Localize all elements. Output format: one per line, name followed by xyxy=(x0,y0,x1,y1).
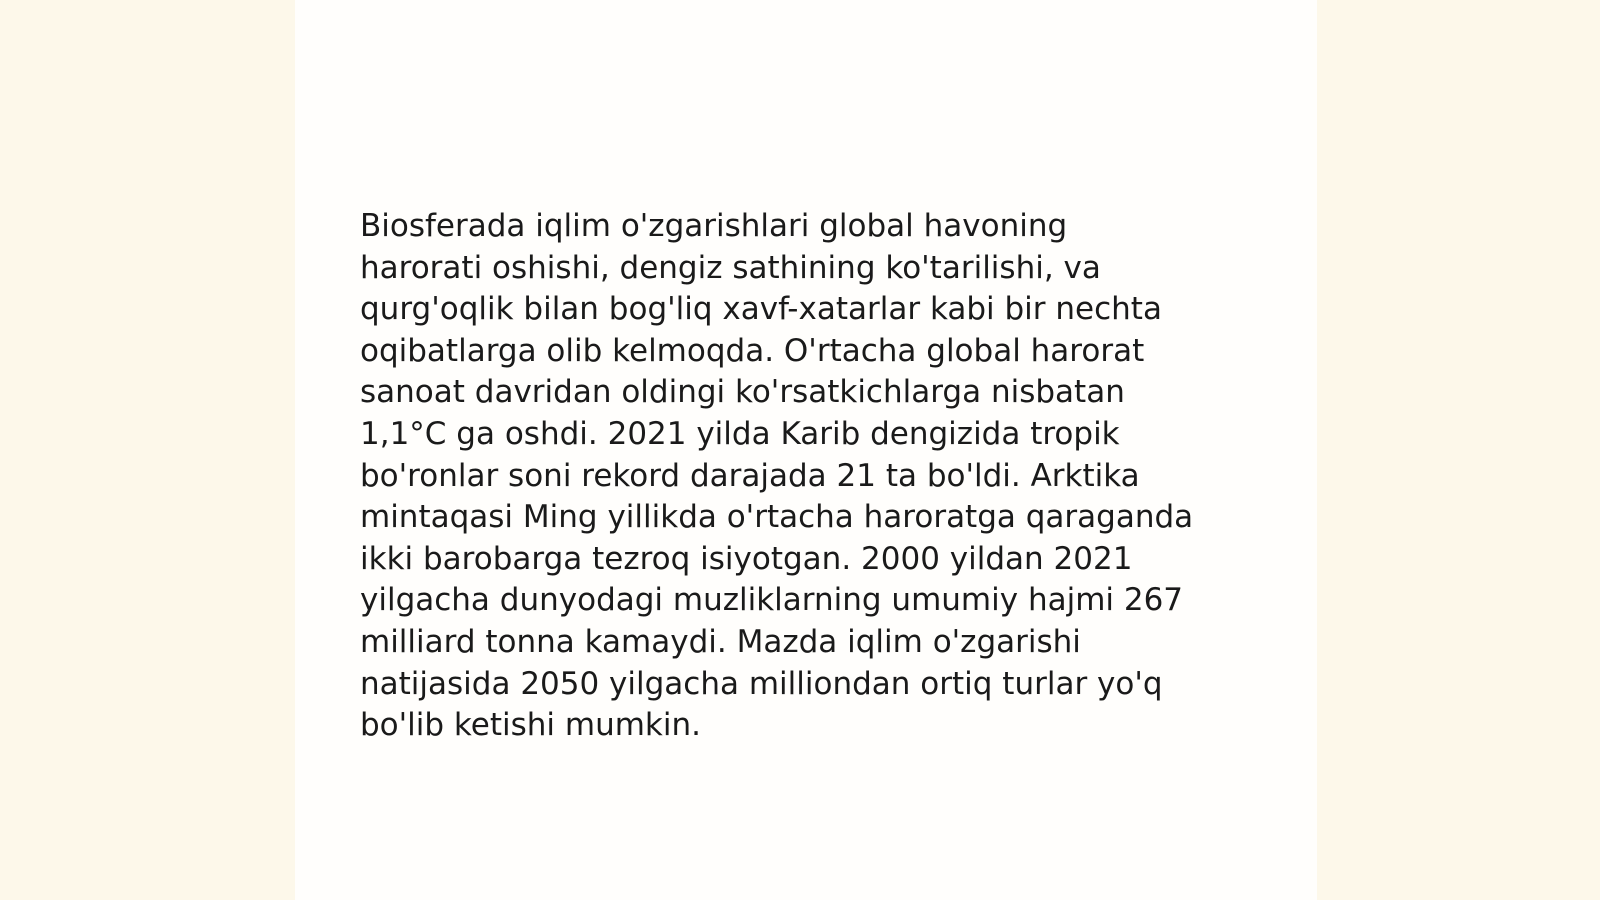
paragraph-line: 1,1°C ga oshdi. 2021 yilda Karib dengizida tropik xyxy=(360,415,1120,452)
paragraph-line: mintaqasi Ming yillikda o'rtacha haroratga qaraganda xyxy=(360,499,1194,536)
paragraph-line: qurg'oqlik bilan bog'liq xavf-xatarlar kabi bir nechta xyxy=(360,291,1162,328)
paragraph-line: milliard tonna kamaydi. Mazda iqlim o'zgarishi xyxy=(360,623,1081,660)
paragraph-line: ikki barobarga tezroq isiyotgan. 2000 yildan 2021 xyxy=(360,540,1133,577)
document-page xyxy=(295,0,1317,900)
paragraph-line: yilgacha dunyodagi muzliklarning umumiy hajmi 267 xyxy=(360,582,1184,619)
paragraph-line: oqibatlarga olib kelmoqda. O'rtacha global harorat xyxy=(360,332,1145,369)
paragraph-line: Biosferada iqlim o'zgarishlari global havoning xyxy=(360,208,1068,244)
paragraph-line: bo'lib ketishi mumkin. xyxy=(360,707,701,744)
paragraph-line: sanoat davridan oldingi ko'rsatkichlarga nisbatan xyxy=(360,374,1125,411)
paragraph-line: natijasida 2050 yilgacha milliondan ortiq turlar yo'q xyxy=(360,665,1163,702)
body-paragraph xyxy=(360,206,1260,747)
paragraph-line: bo'ronlar soni rekord darajada 21 ta bo'ldi. Arktika xyxy=(360,457,1140,494)
paragraph-line: harorati oshishi, dengiz sathining ko'tarilishi, va xyxy=(360,249,1101,286)
